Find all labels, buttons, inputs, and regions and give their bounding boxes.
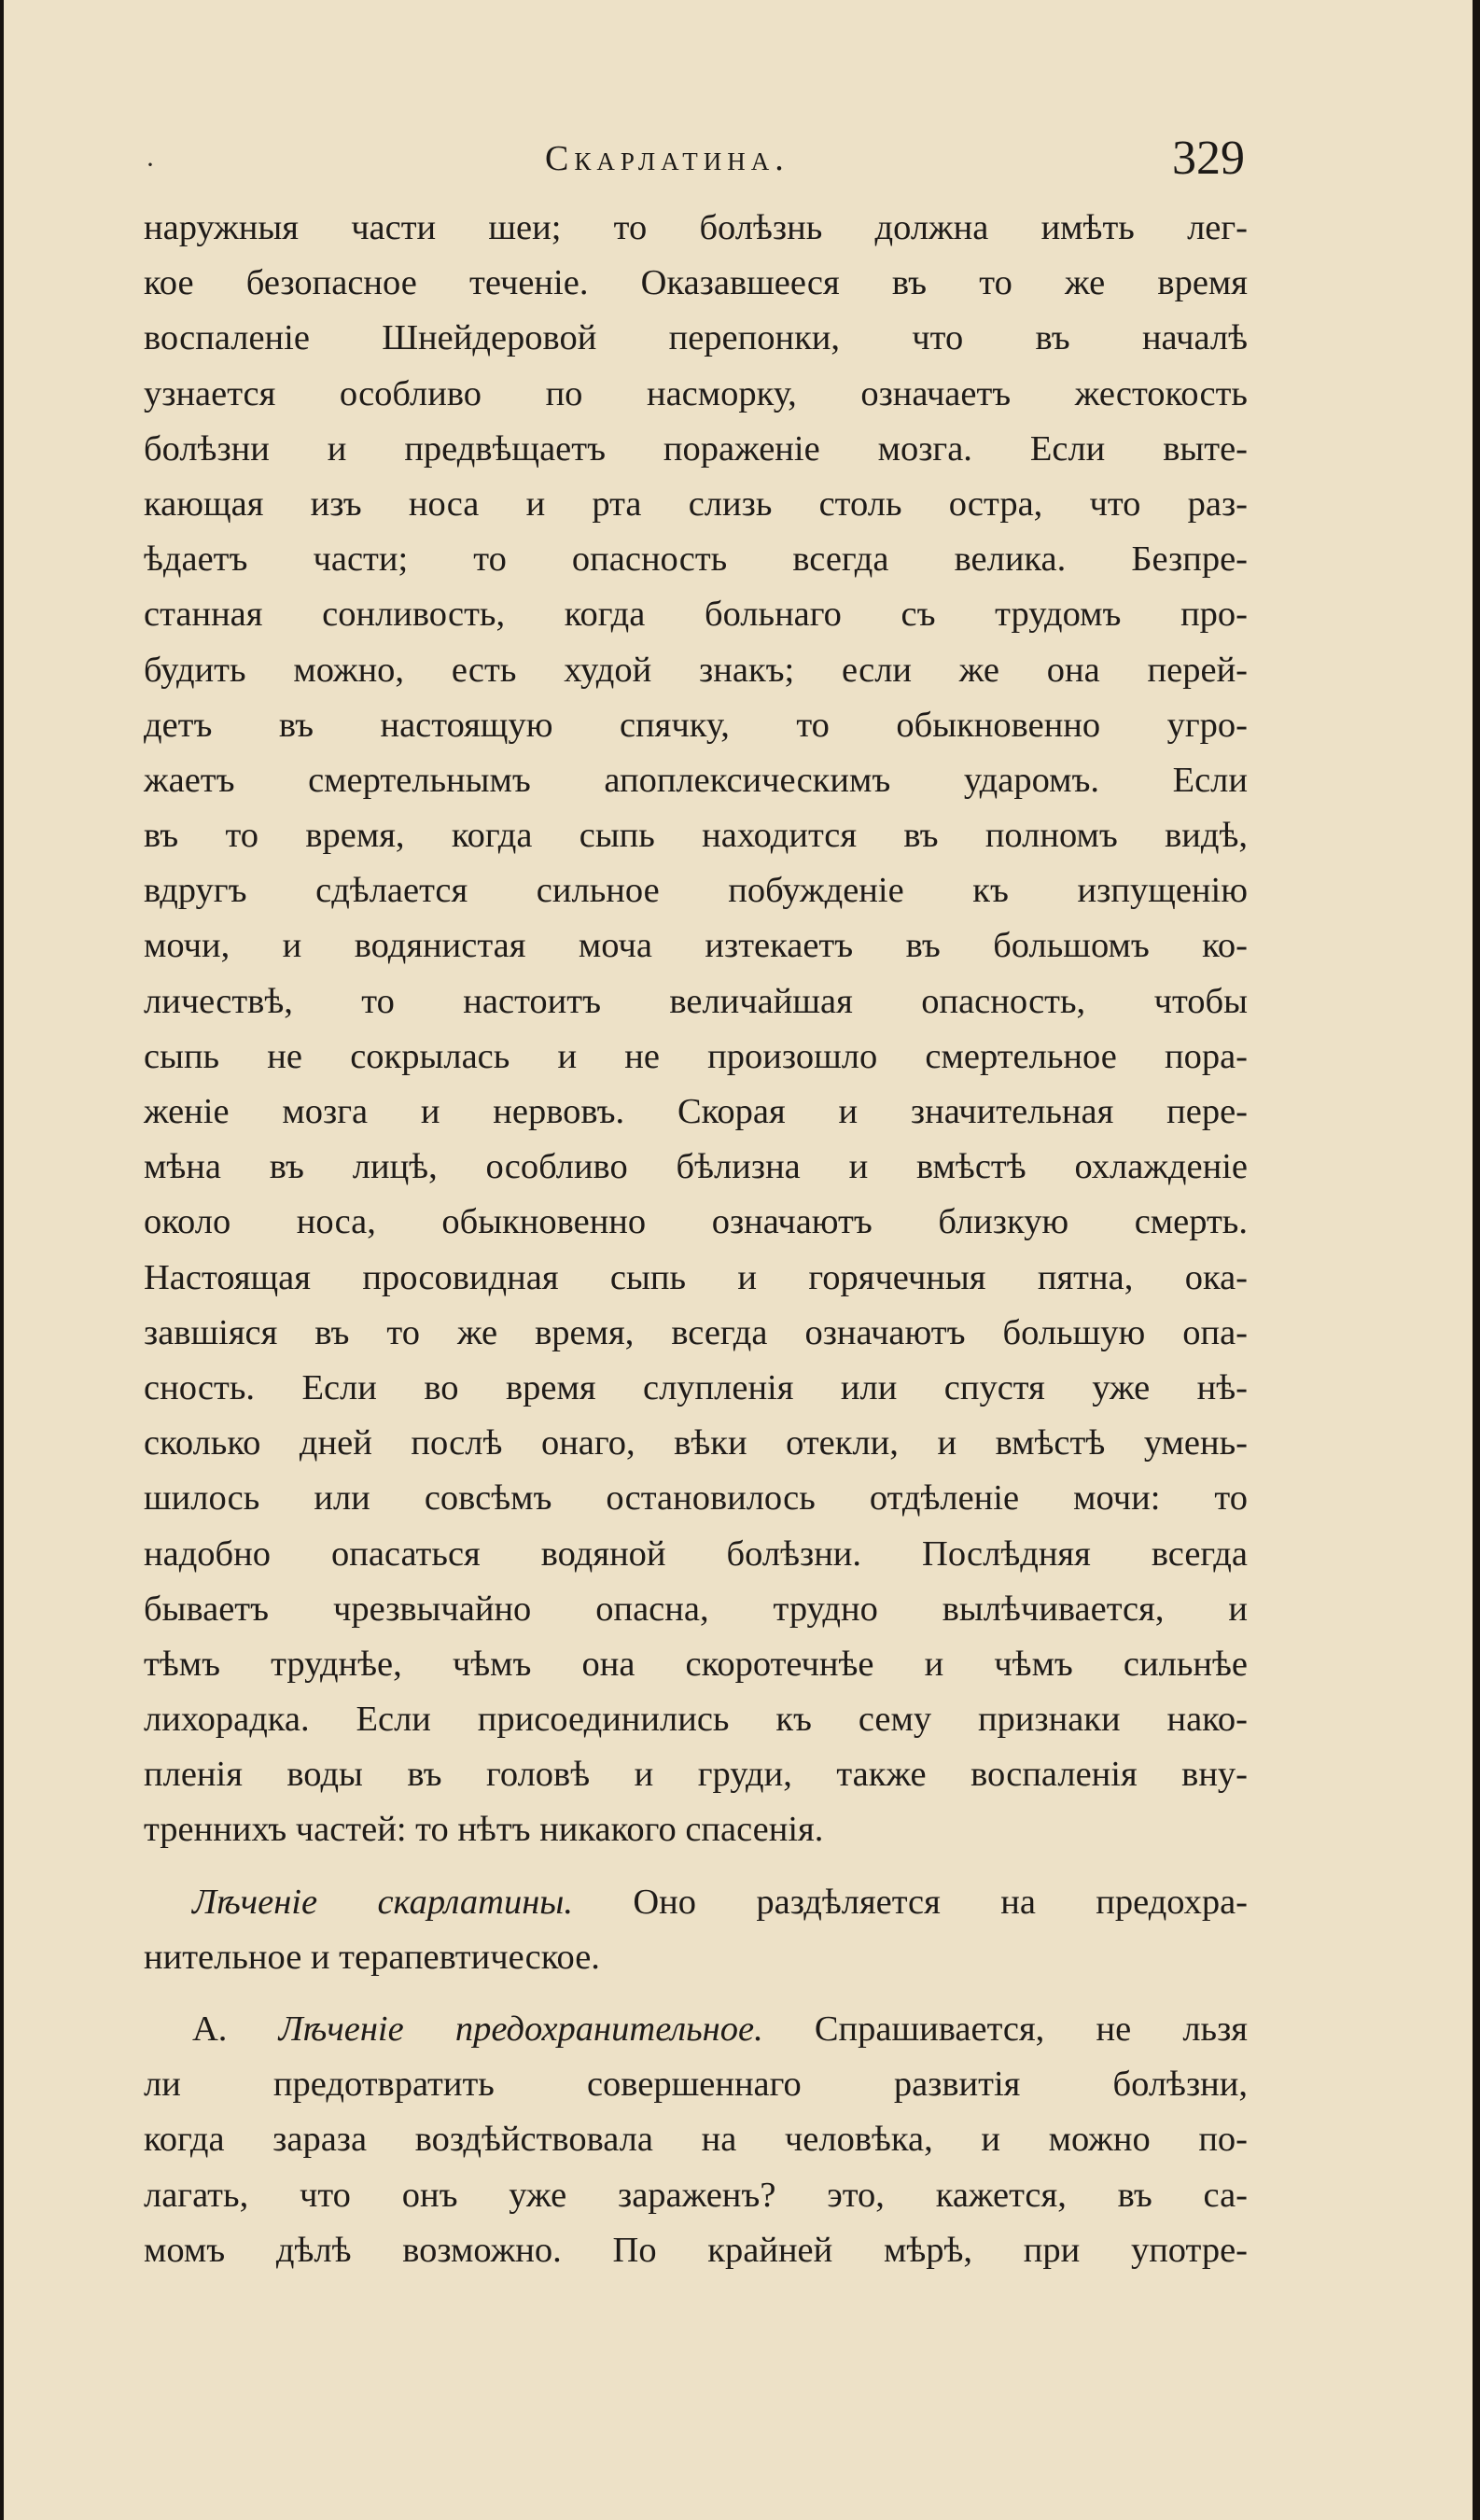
text-line: вдругъ сдѣлается сильное побужденіе къ изпущенію	[144, 871, 1248, 911]
text-line: воспаленіе Шнейдеровой перепонки, что въ началѣ	[144, 318, 1248, 358]
text-line	[144, 2002, 1248, 2057]
text-line: когда зараза воздѣйствовала на человѣка, и можно по-	[144, 2120, 1248, 2160]
text-line: Настоящая просовидная сыпь и горячечныя пятна, ока-	[144, 1257, 1248, 1297]
text-line: личествѣ, то настоитъ величайшая опасность, чтобы	[144, 981, 1248, 1021]
text-line: треннихъ частей: то нѣтъ никакого спасенія.	[144, 1810, 824, 1850]
text-run: Оно раздѣляется на предохра-	[633, 1882, 1249, 1922]
text-line: шилось или совсѣмъ остановилось отдѣленіе мочи: то	[144, 1478, 1248, 1519]
text-line: бываетъ чрезвычайно опасна, трудно вылѣчивается, и	[144, 1589, 1248, 1629]
text-line: жаетъ смертельнымъ апоплексическимъ ударомъ. Если	[144, 760, 1248, 800]
text-line: мочи, и водянистая моча изтекаетъ въ большомъ ко-	[144, 926, 1248, 966]
subsection-heading: Лѣченіе предохранительное.	[278, 2009, 763, 2049]
text-line: сколько дней послѣ онаго, вѣки отекли, и вмѣстѣ умень-	[144, 1423, 1248, 1463]
text-line: тѣмъ труднѣе, чѣмъ она скоротечнѣе и чѣмъ сильнѣе	[144, 1644, 1248, 1684]
text-line: сыпь не сокрылась и не произошло смертельное пора-	[144, 1036, 1248, 1076]
paragraph-prevention	[144, 2002, 1248, 2278]
text-line: сность. Если во время слупленія или спустя уже нѣ-	[144, 1367, 1248, 1407]
text-line: кающая изъ носа и рта слизь столь остра, что раз-	[144, 483, 1248, 524]
text-line: лихорадка. Если присоединились къ сему признаки нако-	[144, 1700, 1248, 1740]
section-heading: Лѣченіе скарлатины.	[192, 1882, 573, 1922]
running-title: Скарлатина.	[545, 139, 789, 178]
text-line: мѣна въ лицѣ, особливо бѣлизна и вмѣстѣ охлажденіе	[144, 1147, 1248, 1187]
text-line: момъ дѣлѣ возможно. По крайней мѣрѣ, при употре-	[144, 2230, 1248, 2270]
text-line: станная сонливость, когда больнаго съ трудомъ про-	[144, 595, 1248, 635]
paragraph-prognosis	[144, 201, 1248, 1858]
text-line: женіе мозга и нервовъ. Скорая и значительная пере-	[144, 1092, 1248, 1131]
text-line: ѣдаетъ части; то опасность всегда велика. Безпре-	[144, 539, 1248, 580]
text-line: кое безопасное теченіе. Оказавшееся въ то же время	[144, 263, 1248, 303]
subsection-letter: А.	[192, 2009, 228, 2049]
book-page	[4, 0, 1473, 2520]
paragraph-treatment	[144, 1875, 1248, 1985]
text-line: надобно опасаться водяной болѣзни. Послѣдняя всегда	[144, 1533, 1248, 1574]
text-line: въ то время, когда сыпь находится въ полномъ видѣ,	[144, 816, 1248, 856]
text-line: нительное и терапевтическое.	[144, 1937, 600, 1977]
text-run: Спрашивается, не льзя	[814, 2009, 1249, 2049]
header-dot: ·	[146, 149, 155, 180]
page-number: 329	[1172, 132, 1245, 185]
text-line: будить можно, есть худой знакъ; если же она перей-	[144, 650, 1248, 690]
text-line: ли предотвратить совершеннаго развитія болѣзни,	[144, 2065, 1248, 2105]
text-line: около носа, обыкновенно означаютъ близкую смерть.	[144, 1202, 1248, 1242]
body-text	[144, 201, 1248, 2278]
text-line: завшіяся въ то же время, всегда означаютъ большую опа-	[144, 1312, 1248, 1352]
text-line	[144, 1875, 1248, 1930]
text-line: наружныя части шеи; то болѣзнь должна имѣть лег-	[144, 208, 1248, 247]
text-line: узнается особливо по насморку, означаетъ жестокость	[144, 373, 1248, 413]
text-line: болѣзни и предвѣщаетъ пораженіе мозга. Если выте-	[144, 428, 1248, 469]
text-line: лагать, что онъ уже зараженъ? это, кажется, въ са-	[144, 2175, 1248, 2215]
text-line: детъ въ настоящую спячку, то обыкновенно угро-	[144, 705, 1248, 745]
running-header	[144, 131, 1245, 187]
text-line: пленія воды въ головѣ и груди, также воспаленія вну-	[144, 1755, 1248, 1795]
